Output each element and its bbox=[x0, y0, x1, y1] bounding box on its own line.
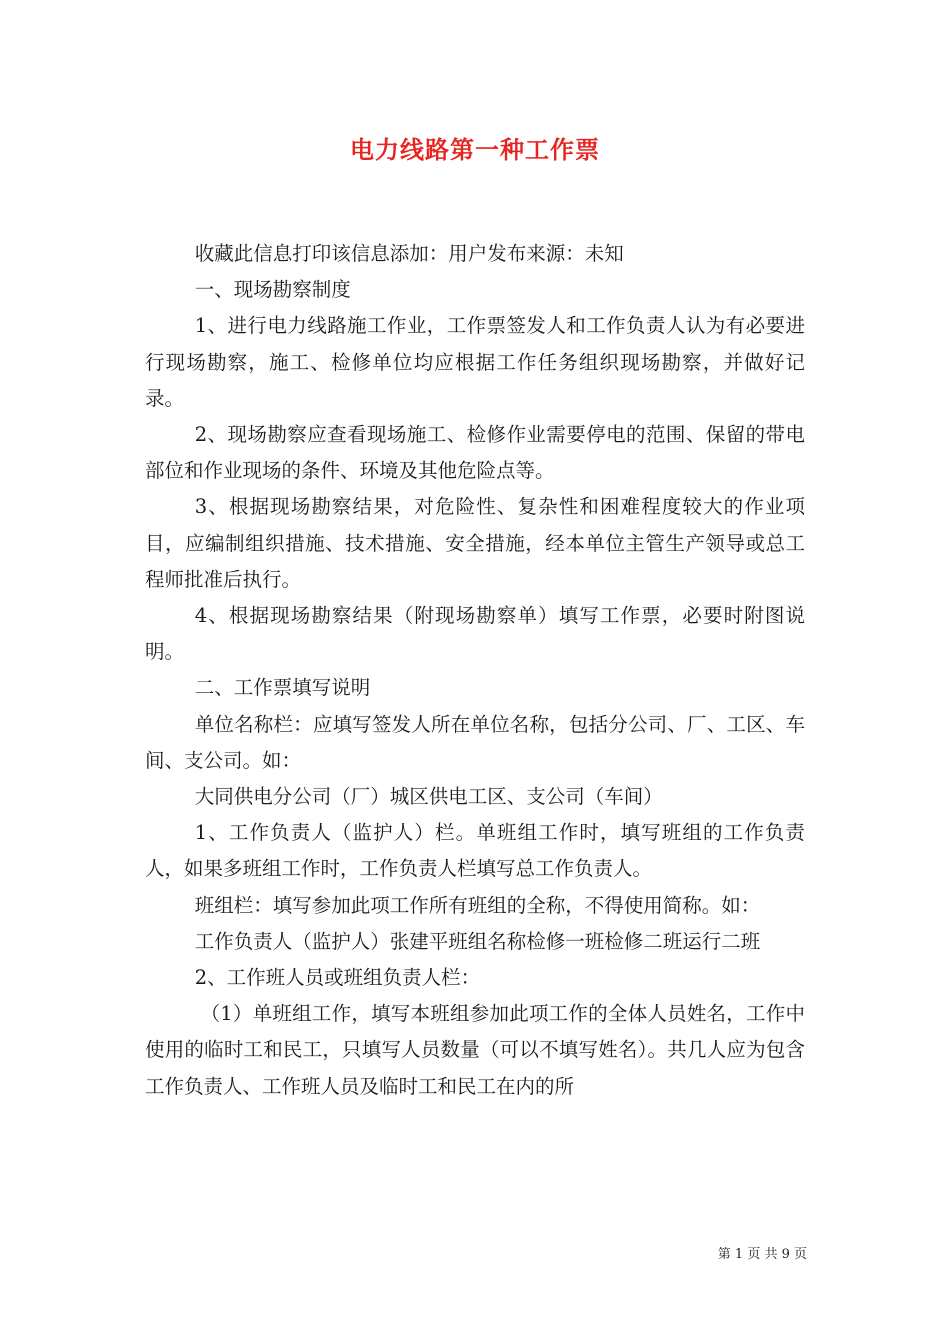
paragraph: 3、根据现场勘察结果，对危险性、复杂性和困难程度较大的作业项目，应编制组织措施、技术措施、安全措施，经本单位主管生产领导或总工程师批准后执行。 bbox=[145, 495, 805, 591]
paragraph: 4、根据现场勘察结果（附现场勘察单）填写工作票，必要时附图说明。 bbox=[145, 604, 805, 664]
page-number: 第 1 页 共 9 页 bbox=[717, 1247, 807, 1262]
document-body bbox=[145, 236, 805, 1105]
section-heading-2: 二、工作票填写说明 bbox=[194, 676, 371, 700]
document-title: 电力线路第一种工作票 bbox=[350, 135, 600, 164]
paragraph: 2、现场勘察应查看现场施工、检修作业需要停电的范围、保留的带电部位和作业现场的条件、环境及其他危险点等。 bbox=[145, 423, 805, 483]
paragraph: 单位名称栏：应填写签发人所在单位名称，包括分公司、厂、工区、车间、支公司。如： bbox=[145, 712, 805, 772]
paragraph: 大同供电分公司（厂）城区供电工区、支公司（车间） bbox=[194, 785, 663, 809]
paragraph: 班组栏：填写参加此项工作所有班组的全称，不得使用简称。如： bbox=[194, 893, 761, 917]
paragraph: 工作负责人（监护人）张建平班组名称检修一班检修二班运行二班 bbox=[194, 929, 761, 953]
paragraph: （1）单班组工作，填写本班组参加此项工作的全体人员姓名，工作中使用的临时工和民工，只填写人员数量（可以不填写姓名）。共几人应为包含工作负责人、工作班人员及临时工和民工在内的所 bbox=[145, 1002, 805, 1098]
section-heading-1: 一、现场勘察制度 bbox=[194, 278, 351, 302]
paragraph: 1、进行电力线路施工作业，工作票签发人和工作负责人认为有必要进行现场勘察，施工、检修单位均应根据工作任务组织现场勘察，并做好记录。 bbox=[145, 314, 805, 410]
paragraph: 1、工作负责人（监护人）栏。单班组工作时，填写班组的工作负责人，如果多班组工作时，工作负责人栏填写总工作负责人。 bbox=[145, 821, 805, 881]
source-info-line: 收藏此信息打印该信息添加：用户发布来源：未知 bbox=[194, 242, 624, 265]
paragraph: 2、工作班人员或班组负责人栏： bbox=[194, 966, 481, 990]
